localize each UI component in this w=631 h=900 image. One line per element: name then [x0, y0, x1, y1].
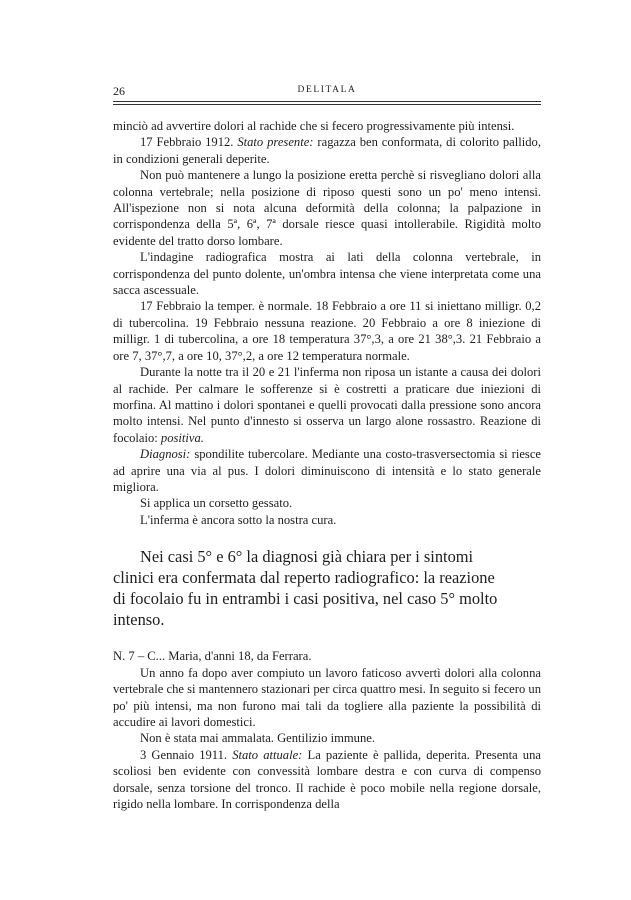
reaction-result: positiva. — [160, 430, 204, 445]
paragraph: Non può mantenere a lungo la posizione eretta perchè si risvegliano dolori alla colonna vertebrale; nella posizione di riposo questi sono un po' meno intensi. All'ispezione non si nota alcuna deformità della colonna; la palpazione in corrispondenza della 5ª, 6ª, 7ª dorsale riesce quasi intollerabile. Rigidità molto evidente del tratto dorso lombare. — [113, 168, 541, 248]
section-label: Stato attuale: — [232, 747, 303, 762]
section-label: Stato presente: — [237, 135, 314, 150]
paragraph: 17 Febbraio la temper. è normale. 18 Febbraio a ore 11 si iniettano milligr. 0,2 di tubercolina. 19 Febbraio nessuna reazione. 20 Febbraio a ore 8 iniezione di milligr. 1 di tubercolina, a ore 18 temperatura 37°,3, a ore 21 38°,3. 21 Febbraio a ore 7, 37°,7, a ore 10, 37°,2, a ore 12 temperatura normale. — [113, 299, 541, 363]
date: 17 Febbraio 1912. — [140, 135, 234, 150]
header-rule-bottom — [113, 104, 541, 105]
date: 3 Gennaio 1911. — [140, 747, 228, 762]
page-header — [113, 84, 541, 100]
paragraph: Non è stata mai ammalata. Gentilizio immune. — [140, 731, 376, 746]
paragraph-text: ragazza ben conformata, di colorito pallido, in condizioni generali deperite. — [113, 135, 542, 166]
paragraph: minciò ad avvertire dolori al rachide che si fecero progressivamente più intensi. — [113, 119, 515, 133]
paragraph: L'indagine radiografica mostra ai lati della colonna vertebrale, in corrispondenza del punto dolente, un'ombra intensa che viene interpretata come una sacca ascessuale. — [113, 250, 541, 298]
paragraph — [113, 446, 541, 495]
running-title: DELITALA — [297, 85, 357, 95]
paragraph: Un anno fa dopo aver compiuto un lavoro faticoso avvertì dolori alla colonna vertebrale che si mantennero stazionari per circa quattro mesi. In seguito si fecero un po' più intensi, ma non furono mai tali da togliere alla paziente la possibilità di accudire ai lavori domestici. — [113, 665, 542, 729]
paragraph: Si applica un corsetto gessato. — [140, 496, 293, 511]
summary-line: di focolaio fu in entrambi i casi positiva, nel caso 5° molto — [113, 588, 498, 608]
summary-line: intenso. — [113, 609, 165, 629]
paragraph-text: spondilite tubercolare. Mediante una costo-trasversectomia si riesce ad aprire una via al pus. I dolori diminuiscono di intensità e lo stato generale migliora. — [113, 447, 541, 494]
body-text — [113, 118, 541, 812]
paragraph: L'inferma è ancora sotto la nostra cura. — [140, 512, 337, 527]
summary-block — [113, 547, 541, 630]
paragraph-text: Durante la notte tra il 20 e 21 l'inferma non riposa un istante a causa dei dolori al rachide. Per calmare le sofferenze si è costretti a praticare due iniezioni di morfina. Al mattino i dolori spontanei e quelli provocati dalla pressione sono ancora molto intensi. Nel punto d'innesto si osserva un largo alone rossastro. Reazione di focolaio: — [113, 365, 541, 445]
paragraph-text: La paziente è pallida, deperita. Presenta una scoliosi ben evidente con convessità lombare destra e con curva di compenso dorsale, senza torsione del tronco. Il rachide è poco mobile nella regione dorsale, rigido nella lombare. In corrispondenza della — [113, 747, 541, 811]
section-label: Diagnosi: — [140, 447, 191, 462]
paragraph — [113, 134, 541, 167]
header-rule-top — [113, 101, 541, 102]
page-number: 26 — [113, 84, 125, 98]
paragraph — [113, 364, 541, 446]
case-heading: N. 7 – C... Maria, d'anni 18, da Ferrara. — [113, 649, 312, 664]
summary-line: Nei casi 5° e 6° la diagnosi già chiara per i sintomi — [140, 547, 474, 567]
paragraph — [113, 747, 541, 813]
summary-line: clinici era confermata dal reperto radiografico: la reazione — [113, 567, 495, 587]
